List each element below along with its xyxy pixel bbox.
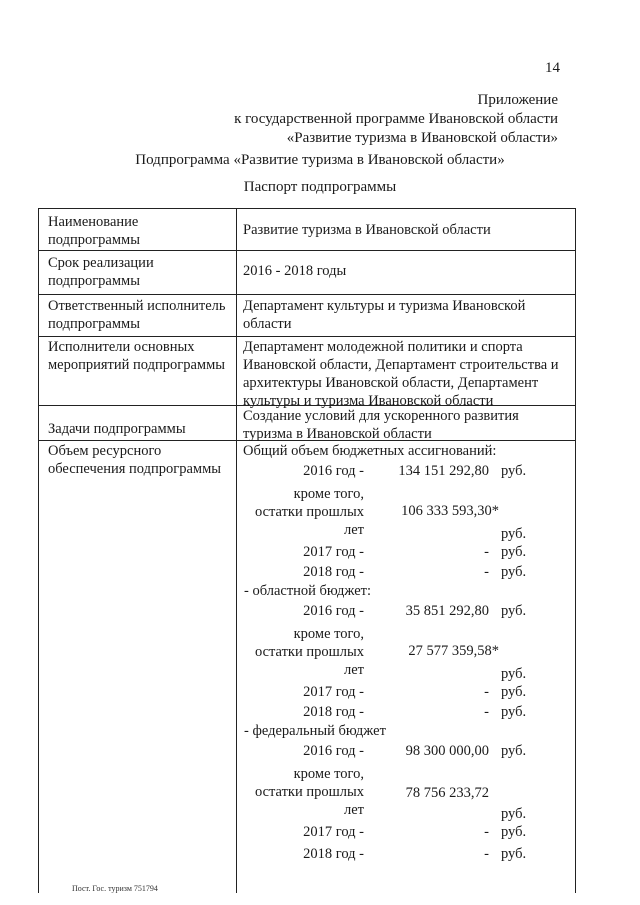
funding-year-label: 2016 год -: [303, 743, 364, 759]
funding-unit: руб.: [501, 603, 527, 619]
funding-unit: руб.: [501, 846, 527, 862]
row-label-tasks: Задачи подпрограммы: [48, 421, 186, 437]
funding-amount: -: [484, 564, 489, 580]
funding-amount: 27 577 359,58*: [408, 643, 499, 659]
funding-amount: 78 756 233,72: [405, 785, 489, 801]
funding-amount: -: [484, 544, 489, 560]
subprogram-title: Подпрограмма «Развитие туризма в Ивановской области»: [135, 152, 505, 168]
funding-amount: 106 333 593,30*: [401, 503, 499, 519]
appendix-line: к государственной программе Ивановской области: [234, 111, 558, 127]
funding-unit: руб.: [501, 824, 527, 840]
row-value-participants: Департамент молодежной политики и спорта Ивановской области, Департамент строительства и архитектуры Ивановской области, Департамент культуры и туризма Ивановской области: [243, 339, 559, 409]
row-value-executor: Департамент культуры и туризма Ивановской области: [243, 298, 526, 332]
footer-mark: Пост. Гос. туризм 751794: [72, 884, 158, 893]
funding-unit: руб.: [501, 704, 527, 720]
passport-table: [38, 208, 576, 893]
appendix-line: Приложение: [477, 92, 558, 108]
funding-remain-label: кроме того, остатки прошлых лет: [254, 766, 364, 818]
row-label-term: Срок реализации подпрограммы: [48, 255, 154, 289]
funding-year-label: 2017 год -: [303, 544, 364, 560]
funding-year-label: 2017 год -: [303, 684, 364, 700]
funding-unit: руб.: [501, 666, 527, 682]
funding-unit: руб.: [501, 526, 527, 542]
funding-year-label: 2016 год -: [303, 463, 364, 479]
funding-remain-label: кроме того, остатки прошлых лет: [254, 626, 364, 678]
row-value-tasks: Создание условий для ускоренного развития туризма в Ивановской области: [243, 408, 519, 442]
funding-amount: 35 851 292,80: [405, 603, 489, 619]
funding-year-label: 2017 год -: [303, 824, 364, 840]
funding-amount: 134 151 292,80: [398, 463, 489, 479]
row-label-funding: Объем ресурсного обеспечения подпрограммы: [48, 443, 222, 477]
funding-amount: 98 300 000,00: [405, 743, 489, 759]
funding-amount: -: [484, 824, 489, 840]
funding-regional-header: - областной бюджет:: [244, 583, 372, 599]
row-label-participants: Исполнители основных мероприятий подпрограммы: [48, 339, 225, 373]
funding-federal-header: - федеральный бюджет: [244, 723, 386, 739]
row-divider: [39, 250, 575, 251]
funding-total-header: Общий объем бюджетных ассигнований:: [243, 443, 497, 459]
funding-year-label: 2018 год -: [303, 564, 364, 580]
row-divider: [39, 294, 575, 295]
funding-unit: руб.: [501, 806, 527, 822]
funding-unit: руб.: [501, 544, 527, 560]
row-value-term: 2016 - 2018 годы: [243, 263, 347, 279]
funding-amount: -: [484, 846, 489, 862]
row-label-name: Наименование подпрограммы: [48, 214, 140, 248]
funding-remain-label: кроме того, остатки прошлых лет: [254, 486, 364, 538]
column-divider: [236, 209, 237, 893]
funding-year-label: 2018 год -: [303, 704, 364, 720]
row-label-executor: Ответственный исполнитель подпрограммы: [48, 298, 226, 332]
row-divider: [39, 336, 575, 337]
funding-year-label: 2018 год -: [303, 846, 364, 862]
funding-unit: руб.: [501, 463, 527, 479]
appendix-header: [234, 91, 558, 148]
funding-year-label: 2016 год -: [303, 603, 364, 619]
page-number: 14: [545, 60, 560, 76]
appendix-line: «Развитие туризма в Ивановской области»: [286, 130, 558, 146]
passport-title: Паспорт подпрограммы: [243, 179, 397, 195]
funding-unit: руб.: [501, 564, 527, 580]
funding-unit: руб.: [501, 743, 527, 759]
row-value-name: Развитие туризма в Ивановской области: [243, 222, 491, 238]
funding-unit: руб.: [501, 684, 527, 700]
funding-amount: -: [484, 704, 489, 720]
funding-amount: -: [484, 684, 489, 700]
